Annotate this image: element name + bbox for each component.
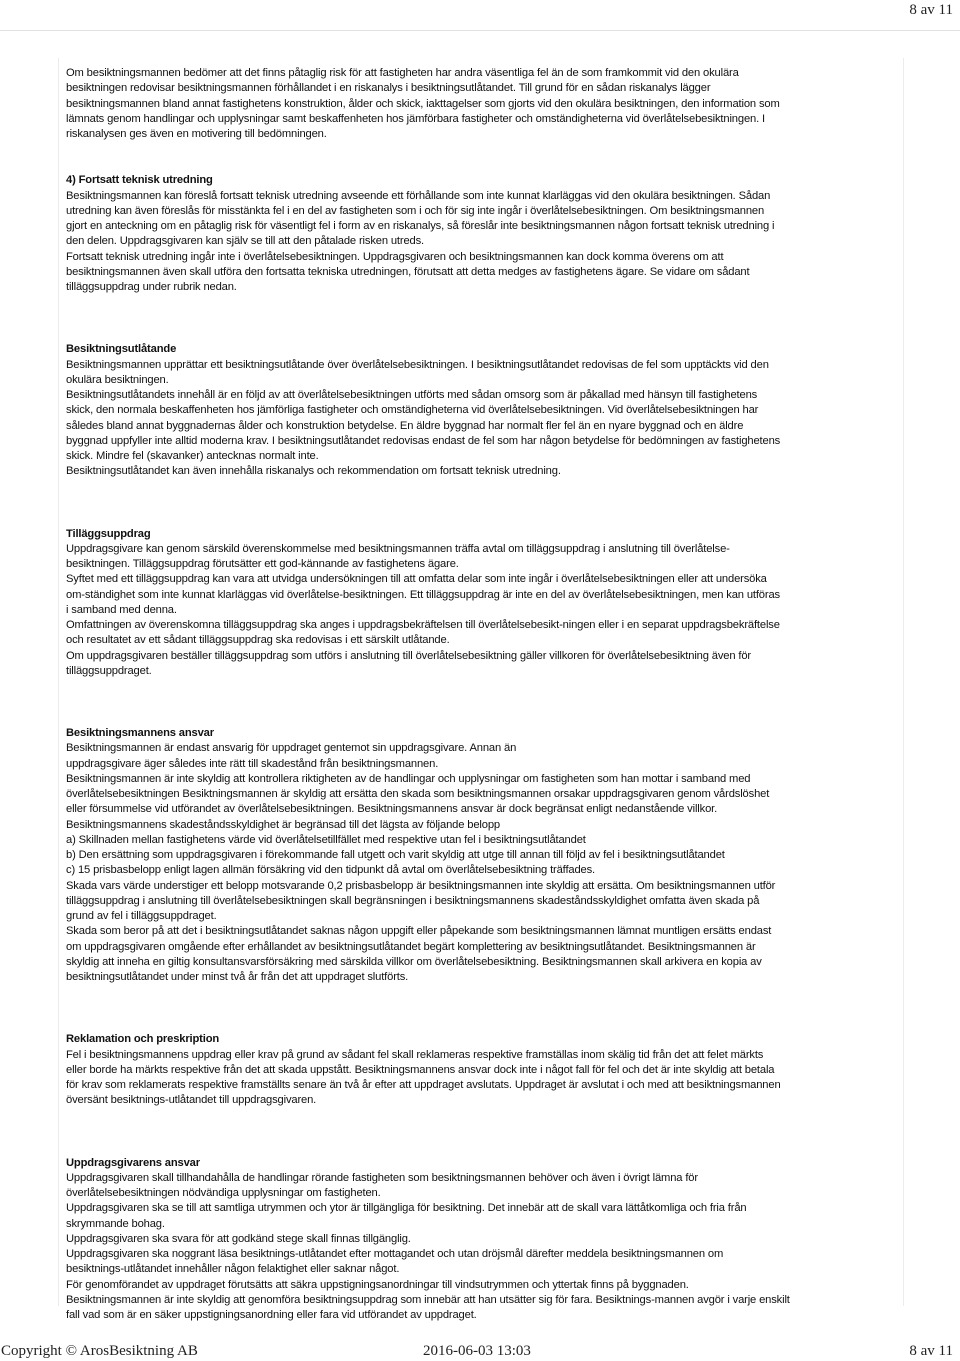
page-number-top: 8 av 11: [909, 2, 953, 18]
intro-line: riskanalysen ges även en motivering till bedömningen.: [66, 128, 327, 140]
section-line: Besiktningsmannens skadeståndsskyldighet är begränsad till det lägsta av följande belopp: [66, 818, 500, 831]
section-line: Uppdragsgivaren ska noggrant läsa besiktnings-utlåtandet efter mottagandet och utan dröjsmål därefter meddela besiktningsmannen om: [66, 1248, 724, 1260]
section-line: uppdragsgivare äger således inte rätt till skadestånd från besiktningsmannen.: [66, 757, 439, 770]
intro-line: besiktningen redovisar besiktningsmannen förhållandet i en riskanalys i besiktningsutlåtandet. Till grund för en sådan riskanalys lägger: [66, 82, 711, 95]
section-line: Om uppdragsgivaren beställer tilläggsuppdrag som utförs i anslutning till överlåtelsebesiktning gäller villkoren för överlåtelsebesiktning även för: [66, 649, 752, 662]
section-fortsatt-teknisk-utredning: [66, 173, 896, 295]
section-line: för krav som reklamerats respektive framställts senare än två år efter att uppdraget avslutats. Uppdraget är avslutat i och med att besiktningsmannen: [66, 1079, 781, 1091]
content-border-right: [903, 58, 904, 1306]
section-line: överlåtelsebesiktningen Besiktningsmannen är skyldig att ersätta den skada som besiktningsmannen orsakar uppdragsgivaren genom vårdslöshet: [66, 788, 770, 800]
section-line: Besiktningsutlåtandet kan även innehålla riskanalys och rekommendation om fortsatt teknisk utredning.: [66, 465, 561, 478]
section-line: Besiktningsmannen upprättar ett besiktningsutlåtande över överlåtelsebesiktningen. I besiktningsutlåtandet redovisas de fel som upptäckts vid den: [66, 358, 769, 371]
footer-copyright: Copyright © ArosBesiktning AB: [1, 1343, 198, 1359]
footer-page-number: 8 av 11: [909, 1343, 953, 1359]
section-heading: Reklamation och preskription: [66, 1033, 220, 1046]
section-line: Syftet med ett tilläggsuppdrag kan vara att utvidga undersökningen till att omfatta delar som inte ingår i överlåtelsebesiktningen eller att undersöka: [66, 573, 767, 586]
section-line: c) 15 prisbasbelopp enligt lagen allmän försäkring vid den tidpunkt då avtal om överlåtelsebesiktning träffades.: [66, 864, 596, 877]
section-tillaggsuppdrag: [66, 527, 896, 680]
section-heading: Uppdragsgivarens ansvar: [66, 1156, 200, 1169]
section-line: tilläggsuppdraget.: [66, 664, 152, 677]
section-line: och resultatet av ett sådant tilläggsuppdrag ska redovisas i ett särskilt utlåtande.: [66, 634, 450, 647]
section-heading: Besiktningsutlåtande: [66, 343, 177, 356]
section-heading: 4) Fortsatt teknisk utredning: [66, 174, 213, 187]
section-line: eller försummelse vid utförandet av överlåtelsebesiktningen. Besiktningsmannens ansvar är dock begränsat enligt nedanstående villkor.: [66, 803, 718, 816]
section-line: eller borde ha märkts respektive från det att skada uppstått. Besiktningsmannens ansvar dock inte i något fall för fel och det är inte skyldig att betala: [66, 1063, 775, 1076]
section-line: Uppdragsgivaren skall tillhandahålla de handlingar rörande fastigheten som besiktningsmannen behöver och även i övrigt lämna för: [66, 1171, 698, 1184]
section-line: Besiktningsmannen är endast ansvarig för uppdraget gentemot sin uppdragsgivare. Annan än: [66, 742, 517, 755]
section-line: okulära besiktningen.: [66, 373, 169, 386]
section-line: besiktningsutlåtandet under minst två år från det att uppdraget slutförts.: [66, 971, 409, 983]
section-line: om-ständighet som inte kunnat klarläggas vid överlåtelse-besiktningen. Ett tilläggsuppdrag är inte en del av överlåtelsebesiktningen, men kan utföras: [66, 588, 780, 601]
section-line: gjort en anteckning om en påtaglig risk för väsentligt fel i form av en riskanalys, så föreslår inte besiktningsmannen någon fortsatt teknisk utredning i: [66, 220, 775, 232]
section-line: skick, den normala beskaffenheten hos jämförliga fastigheter och omständigheterna vid överlåtelsebesiktningen. Vid överlåtelsebesiktningen har: [66, 404, 759, 417]
section-line: Skada som beror på att det i besiktningsutlåtandet saknas någon uppgift eller påpekande som besiktningsmannen lämnat muntligen ersätts endast: [66, 925, 772, 938]
section-line: Omfattningen av överenskomna tilläggsuppdrag ska anges i uppdragsbekräftelsen till överlåtelsebesikt-ningen eller i en separat uppdragsbekräftelse: [66, 619, 780, 631]
top-divider: [0, 30, 960, 31]
section-line: b) Den ersättning som uppdragsgivaren i förekommande fall utgett och varit skyldig att utge till annan till följd av fel i besiktningsutlåtandet: [66, 849, 725, 861]
section-line: utredning kan även föreslås för misstänkta fel i en del av fastigheten som i och för sig inte ingår i överlåtelsebesiktningen. Om besiktningsmannen: [66, 204, 765, 217]
section-uppdragsgivarens-ansvar: [66, 1156, 896, 1324]
section-line: besiktnings-utlåtandet innehåller någon felaktighet eller saknar något.: [66, 1263, 400, 1276]
section-line: överlåtelsebesiktningen nödvändiga upplysningar om fastigheten.: [66, 1187, 381, 1199]
section-line: Skada vars värde understiger ett belopp motsvarande 0,2 prisbasbelopp är besiktningsmannen inte skyldig att ersätta. Om besiktningsmannen utför: [66, 879, 776, 892]
section-line: Besiktningsutlåtandets innehåll är en följd av att överlåtelsebesiktningen utförts med sådan omsorg som är påkallad med hänsyn till fastighetens: [66, 389, 758, 401]
section-line: Besiktningsmannen kan föreslå fortsatt teknisk utredning avseende ett förhållande som inte kunnat klarläggas vid den okulära besiktningen. Sådan: [66, 189, 771, 202]
section-line: Besiktningsmannen är inte skyldig att kontrollera riktigheten av de handlingar och upplysningar om fastigheten som han mottar i samband med: [66, 772, 751, 785]
section-line: fall vad som är en säker uppstigningsanordning eller fara vid utförandet av uppdraget.: [66, 1309, 477, 1321]
section-line: således bland annat byggnadernas ålder och konstruktion betydelse. En äldre byggnad har normalt fler fel än en nyare byggnad och en äldre: [66, 419, 744, 432]
section-line: a) Skillnaden mellan fastighetens värde vid överlåtelsetillfället med respektive utan fel i besiktningsutlåtandet: [66, 833, 586, 846]
section-line: skyldig att inneha en giltig konsultansvarsförsäkring med särskilda villkor om överlåtelsebesiktning. Besiktningsmannen skall arkivera en kopia av: [66, 955, 762, 968]
section-heading: Besiktningsmannens ansvar: [66, 727, 214, 739]
intro-paragraph: [66, 66, 896, 142]
footer-date: 2016-06-03 13:03: [423, 1343, 531, 1359]
section-line: Uppdragsgivare kan genom särskild överenskommelse med besiktningsmannen träffa avtal om tilläggsuppdrag i anslutning till överlåtelse-: [66, 542, 730, 555]
section-besiktningsmannens-ansvar: [66, 726, 896, 985]
section-line: Besiktningsmannen är inte skyldig att genomföra besiktningsuppdrag som innebär att han utsätter sig för fara. Besiktnings-mannen avgör i varje enskilt: [66, 1293, 790, 1306]
section-heading: Tilläggsuppdrag: [66, 527, 151, 540]
section-line: om uppdragsgivaren omgående efter erhållandet av besiktningsutlåtandet begärt komplettering av besiktningsutlåtandet. Besiktningsmannen är: [66, 940, 756, 953]
intro-line: lämnats genom handlingar och upplysningar samt beskaffenheten hos jämförbara fastigheter och omständigheterna vid överlåtelsebesiktningen. I: [66, 112, 765, 125]
section-line: i samband med denna.: [66, 603, 177, 616]
intro-line: Om besiktningsmannen bedömer att det finns påtaglig risk för att fastigheten har andra väsentliga fel än de som framkommit vid den okulära: [66, 67, 739, 79]
intro-line: besiktningsmannen bland annat fastighetens konstruktion, ålder och skick, iakttagelser som gjorts vid den okulära besiktningen, den information som: [66, 97, 780, 110]
section-reklamation-och-preskription: [66, 1032, 896, 1108]
section-line: Uppdragsgivaren ska se till att samtliga utrymmen och ytor är tillgängliga för besiktning. Det innebär att de skall vara lättåtkomliga och fria från: [66, 1202, 747, 1215]
section-line: byggnad uppfyller inte alltid moderna krav. I besiktningsutlåtandet redovisas endast de fel som har någon betydelse för bedömningen av fastighetens: [66, 434, 781, 447]
section-besiktningsutlatande: [66, 342, 896, 479]
section-line: För genomförandet av uppdraget förutsätts att säkra uppstigningsanordningar till vindsutrymmen och yttertak finns på byggnaden.: [66, 1278, 689, 1291]
section-line: grund av fel i tilläggsuppdraget.: [66, 910, 217, 922]
section-line: skick. Mindre fel (skavanker) antecknas normalt inte.: [66, 450, 319, 462]
section-line: besiktningsmannen även skall utföra den fortsatta tekniska utredningen, förutsatt att detta medges av fastighetens ägare. Se vidare om sådant: [66, 265, 750, 278]
section-line: tilläggsuppdrag under rubrik nedan.: [66, 281, 237, 293]
section-line: Fel i besiktningsmannens uppdrag eller krav på grund av sådant fel skall reklameras respektive framställas inom skälig tid från det att felet märkts: [66, 1048, 764, 1061]
page-footer: [0, 1339, 960, 1361]
section-line: skrymmande bohag.: [66, 1217, 165, 1230]
section-line: besiktningen. Tilläggsuppdrag förutsätter ett god-kännande av fastighetens ägare.: [66, 558, 459, 570]
document-body: [66, 66, 896, 1323]
section-line: tilläggsuppdrag i anslutning till överlåtelsebesiktningen skall begränsningen i besiktningsmannens skadeståndsskyldighet omfatta även skada på: [66, 894, 760, 907]
section-line: översänt besiktnings-utlåtandet till uppdragsgivaren.: [66, 1094, 317, 1107]
section-line: Fortsatt teknisk utredning ingår inte i överlåtelsebesiktningen. Uppdragsgivaren och besiktningsmannen kan dock komma överens om att: [66, 250, 724, 263]
section-line: Uppdragsgivaren ska svara för att godkänd stege skall finnas tillgänglig.: [66, 1232, 411, 1245]
section-line: den delen. Uppdragsgivaren kan själv se till att den påtalade risken utreds.: [66, 235, 425, 248]
content-border-left: [58, 58, 59, 1306]
